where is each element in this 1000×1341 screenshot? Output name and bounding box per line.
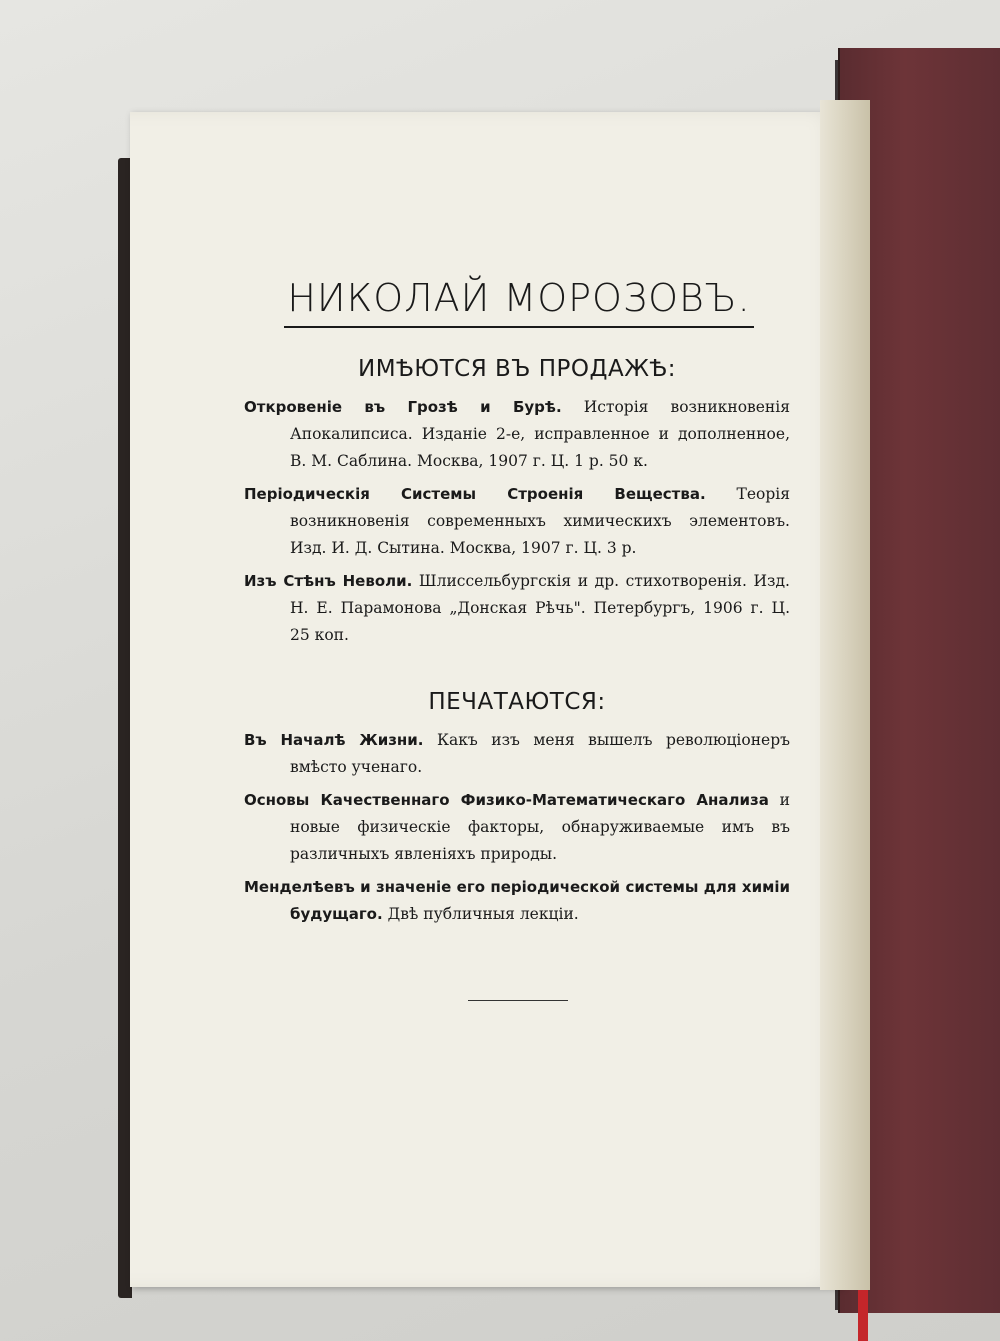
page-gutter bbox=[820, 100, 870, 1290]
page-title: НИКОЛАЙ МОРОЗОВЪ. bbox=[284, 276, 754, 328]
book-entry bbox=[244, 727, 790, 781]
book-title: Періодическія Системы Строенія Вещества. bbox=[244, 485, 706, 503]
book-entry bbox=[244, 874, 790, 928]
book-title: Откровеніе въ Грозѣ и Бурѣ. bbox=[244, 398, 562, 416]
page-content bbox=[244, 270, 790, 934]
book-title: Въ Началѣ Жизни. bbox=[244, 731, 424, 749]
book-description: Теорія возникновенія современныхъ химическихъ элементовъ. Изд. И. Д. Сытина. Москва, 1907 г. Ц. 3 р. bbox=[290, 485, 791, 557]
book-entry bbox=[244, 568, 790, 649]
book-description: Какъ изъ меня вышелъ революціонеръ вмѣсто ученаго. bbox=[290, 731, 790, 776]
book-description: Шлиссельбургскія и др. стихотворенія. Изд. Н. Е. Парамонова „Донская Рѣчь". Петербургъ, 1906 г. Ц. 25 коп. bbox=[290, 572, 790, 644]
book-title: Основы Качественнаго Физико-Математическаго Анализа bbox=[244, 791, 769, 809]
book-title: Менделѣевъ и значеніе его періодической системы для химіи будущаго. bbox=[244, 878, 790, 923]
book-description: Двѣ публичныя лекціи. bbox=[387, 905, 579, 923]
section-heading-for-sale: ИМѢЮТСЯ ВЪ ПРОДАЖѢ: bbox=[358, 356, 676, 382]
closing-rule bbox=[468, 1000, 568, 1001]
book-entry bbox=[244, 481, 790, 562]
section-heading-in-print: ПЕЧАТАЮТСЯ: bbox=[428, 689, 606, 715]
book-entry bbox=[244, 787, 790, 868]
book-description: Исторія возникновенія Апокалипсиса. Изданіе 2-е, исправленное и дополненное, В. М. Саблина. Москва, 1907 г. Ц. 1 р. 50 к. bbox=[290, 398, 790, 470]
book-description: и новые физическіе факторы, обнаруживаемые имъ въ различныхъ явленіяхъ природы. bbox=[290, 791, 790, 863]
book-entry bbox=[244, 394, 790, 475]
book-title: Изъ Стѣнъ Неволи. bbox=[244, 572, 413, 590]
